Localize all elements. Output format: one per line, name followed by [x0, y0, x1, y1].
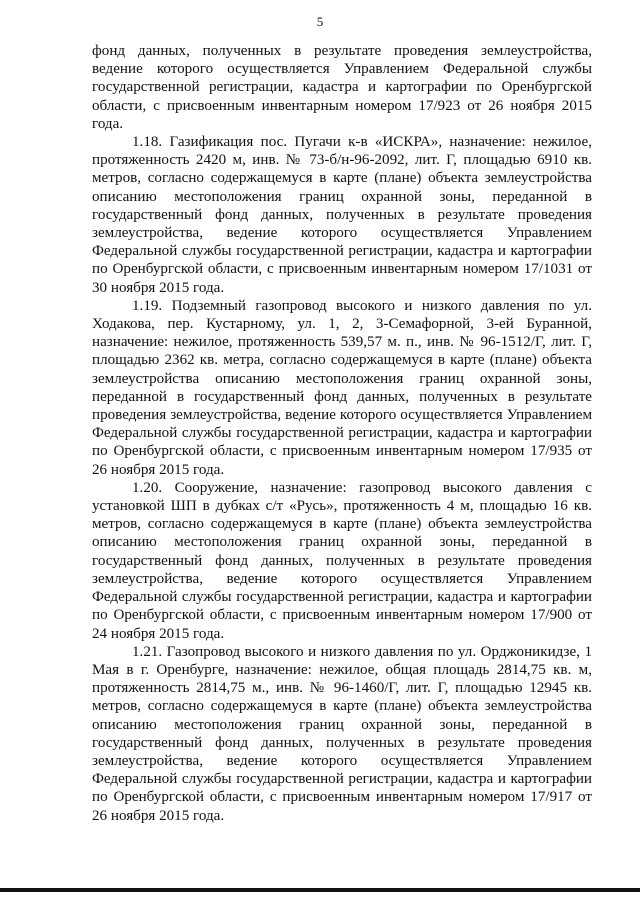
paragraph-1-18: 1.18. Газификация пос. Пугачи к-в «ИСКРА», назначение: нежилое, протяженность 2420 м, инв. № 73-б/н-96-2092, лит. Г, площадью 6910 кв. метров, согласно содержащемуся в карте (плане) объекта землеустройства описанию местоположения границ охранной зоны, переданной в государственный фонд данных, полученных в результате проведения землеустройства, ведение которого осуществляется Управлением Федеральной службы государственной регистрации, кадастра и картографии по Оренбургской области, с присвоенным инвентарным номером 17/1031 от 30 ноября 2015 года.	[92, 134, 592, 296]
page-number: 5	[316, 14, 324, 29]
paragraph-continuation: фонд данных, полученных в результате проведения землеустройства, ведение которого осуществляется Управлением Федеральной службы государственной регистрации, кадастра и картографии по Оренбургской области, с присвоенным инвентарным номером 17/923 от 26 ноября 2015 года.	[92, 43, 592, 132]
paragraph-1-21: 1.21. Газопровод высокого и низкого давления по ул. Орджоникидзе, 1 Мая в г. Оренбурге, назначение: нежилое, общая площадь 2814,75 кв. м, протяженность 2814,75 м., инв. № 96-1460/Г, лит. Г, площадью 12945 кв. метров, согласно содержащемуся в карте (плане) объекта землеустройства описанию местоположения границ охранной зоны, переданной в государственный фонд данных, полученных в результате проведения землеустройства, ведение которого осуществляется Управлением Федеральной службы государственной регистрации, кадастра и картографии по Оренбургской области, с присвоенным инвентарным номером 17/917 от 26 ноября 2015 года.	[92, 643, 592, 824]
document-body	[92, 42, 592, 825]
paragraph-1-20: 1.20. Сооружение, назначение: газопровод высокого давления с установкой ШП в дубках с/т «Русь», протяженность 4 м, площадью 16 кв. метров, согласно содержащемуся в карте (плане) объекта землеустройства описанию местоположения границ охранной зоны, переданной в государственный фонд данных, полученных в результате проведения землеустройства, ведение которого осуществляется Управлением Федеральной службы государственной регистрации, кадастра и картографии по Оренбургской области, с присвоенным инвентарным номером 17/900 от 24 ноября 2015 года.	[92, 479, 592, 642]
bottom-rule	[0, 888, 640, 892]
paragraph-1-19: 1.19. Подземный газопровод высокого и низкого давления по ул. Ходакова, пер. Кустарному, ул. 1, 2, 3-Семафорной, 3-ей Буранной, назначение: нежилое, протяженность 539,57 м. п., инв. № 96-1512/Г, лит. Г, площадью 2362 кв. метра, согласно содержащемуся в карте (плане) объекта землеустройства описанию местоположения границ охранной зоны, переданной в государственный фонд данных, полученных в результате проведения землеустройства, ведение которого осуществляется Управлением Федеральной службы государственной регистрации, кадастра и картографии по Оренбургской области, с присвоенным инвентарным номером 17/935 от 26 ноября 2015 года.	[92, 297, 592, 478]
